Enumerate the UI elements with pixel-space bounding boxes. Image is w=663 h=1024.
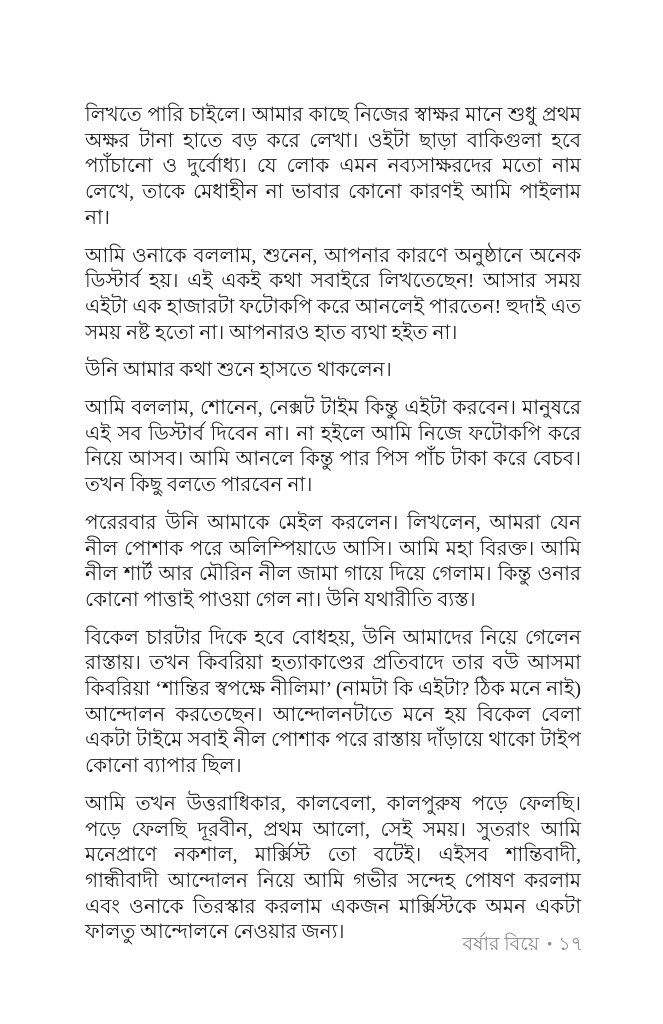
paragraph: আমি তখন উত্তরাধিকার, কালবেলা, কালপুরুষ পড়ে ফেলছি। পড়ে ফেলছি দূরবীন, প্রথম আলো, সেই সময়। সুতরাং আমি মনেপ্রাণে নকশাল, মার্ক্সিস্ট তো বটেই। এইসব শান্তিবাদী, গান্ধীবাদী আন্দোলন নিয়ে আমি গভীর সন্দেহ পোষণ করলাম এবং ওনাকে তিরস্কার করলাম একজন মার্ক্সিস্টকে অমন একটা ফালতু আন্দোলনে নেওয়ার জন্য।	[85, 792, 581, 944]
book-title: বর্ষার বিয়ে	[462, 934, 540, 955]
page-footer	[462, 932, 583, 958]
bullet-separator: •	[547, 937, 553, 953]
page-number: ১৭	[558, 934, 583, 955]
paragraph: আমি বললাম, শোনেন, নেক্সট টাইম কিন্তু এইটা করবেন। মানুষরে এই সব ডিস্টার্ব দিবেন না। না হইলে আমি নিজে ফটোকপি করে নিয়ে আসব। আমি আনলে কিন্তু পার পিস পাঁচ টাকা করে বেচব। তখন কিছু বলতে পারবেন না।	[85, 397, 581, 497]
page-text-block	[85, 103, 581, 958]
paragraph: বিকেল চারটার দিকে হবে বোধহয়, উনি আমাদের নিয়ে গেলেন রাস্তায়। তখন কিবরিয়া হত্যাকাণ্ডের প্রতিবাদে তার বউ আসমা কিবরিয়া ‘শান্তির স্বপক্ষে নীলিমা’ (নামটা কি এইটা? ঠিক মনে নাই) আন্দোলন করতেছেন। আন্দোলনটাতে মনে হয় বিকেল বেলা একটা টাইমে সবাই নীল পোশাক পরে রাস্তায় দাঁড়ায়ে থাকো টাইপ কোনো ব্যাপার ছিল।	[85, 626, 581, 778]
paragraph: উনি আমার কথা শুনে হাসতে থাকলেন।	[85, 359, 392, 382]
paragraph: লিখতে পারি চাইলে। আমার কাছে নিজের স্বাক্ষর মানে শুধু প্রথম অক্ষর টানা হাতে বড় করে লেখা। ওইটা ছাড়া বাকিগুলা হবে প্যাঁচানো ও দুর্বোধ্য। যে লোক এমন নব্যসাক্ষরদের মতো নাম লেখে, তাকে মেধাহীন না ভাবার কোনো কারণই আমি পাইলাম না।	[85, 104, 581, 229]
paragraph: পরেরবার উনি আমাকে মেইল করলেন। লিখলেন, আমরা যেন নীল পোশাক পরে অলিম্পিয়াডে আসি। আমি মহা বিরক্ত। আমি নীল শার্ট আর মৌরিন নীল জামা গায়ে দিয়ে গেলাম। কিন্তু ওনার কোনো পাত্তাই পাওয়া গেল না। উনি যথারীতি ব্যস্ত।	[85, 511, 581, 611]
paragraph: আমি ওনাকে বললাম, শুনেন, আপনার কারণে অনুষ্ঠানে অনেক ডিস্টার্ব হয়। এই একই কথা সবাইরে লিখতেছেন! আসার সময় এইটা এক হাজারটা ফটোকপি করে আনলেই পারতেন! হুদাই এত সময় নষ্ট হতো না। আপনারও হাত ব্যথা হইত না।	[85, 244, 581, 344]
